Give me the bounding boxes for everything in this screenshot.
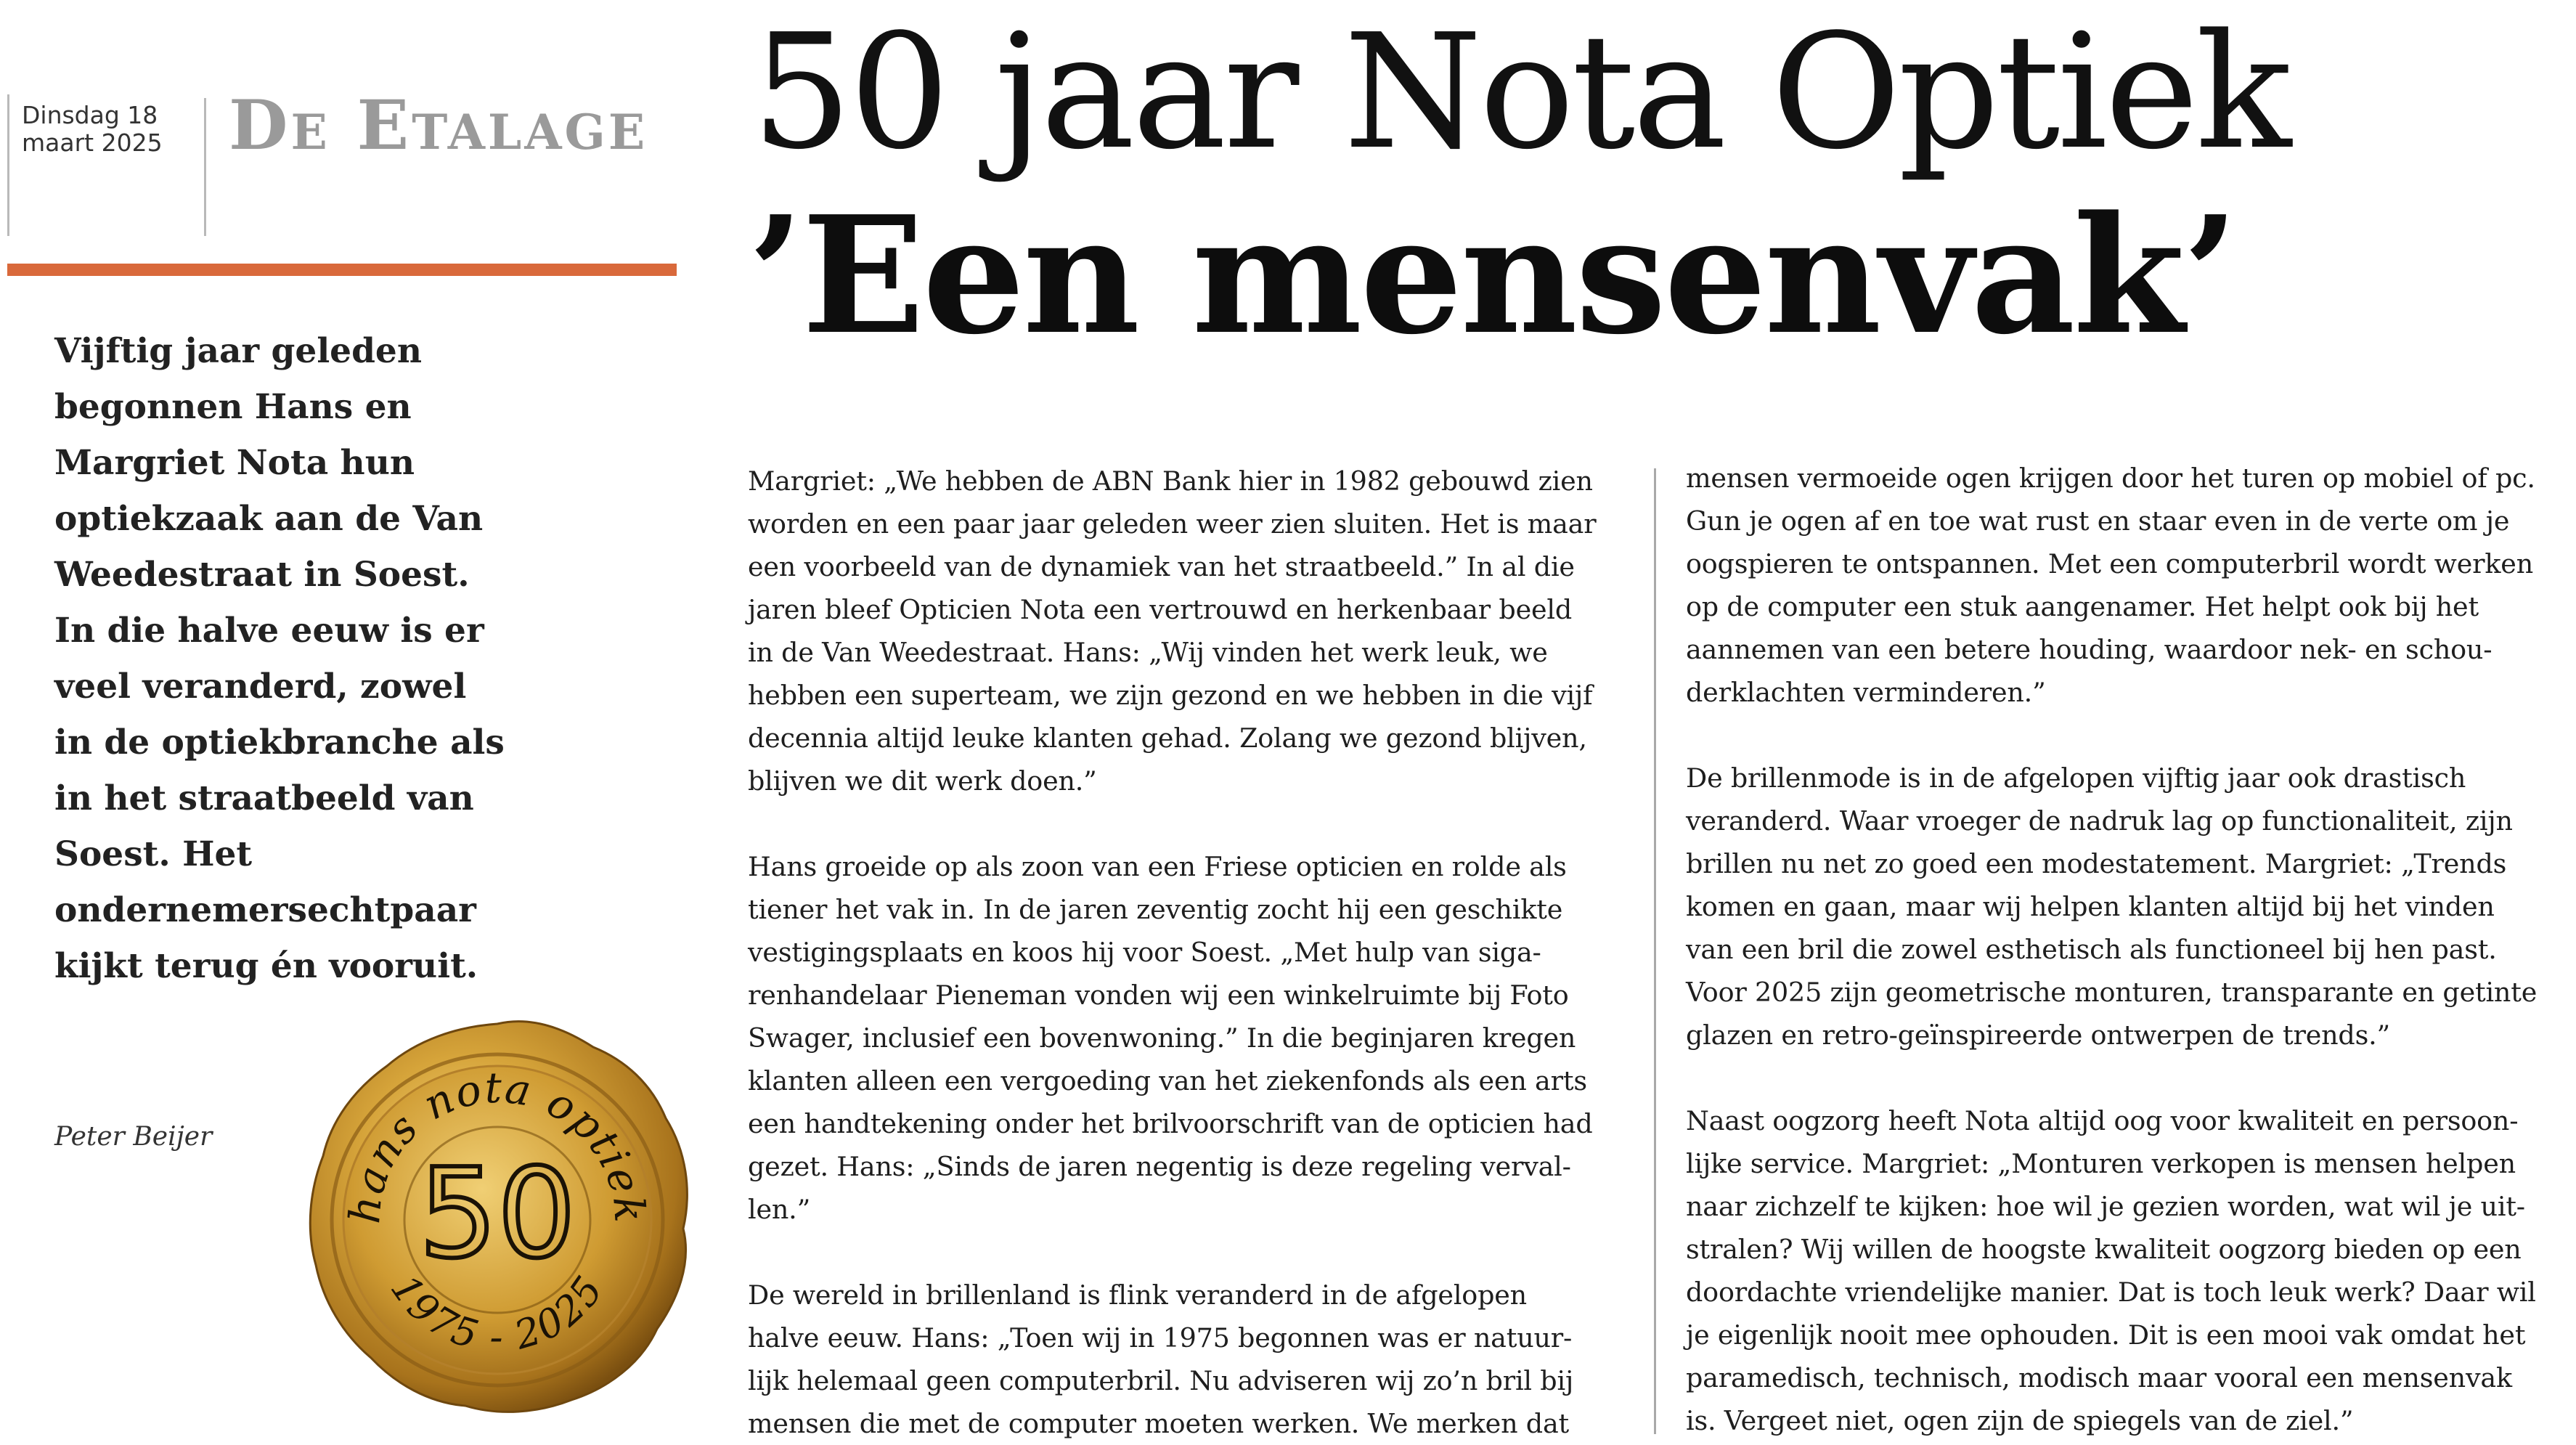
paragraph-gap: [1686, 714, 2568, 757]
intro-line: veel veranderd, zowel: [54, 667, 467, 707]
publication-date: [22, 102, 196, 157]
subheadline: ’Een mensenvak’: [748, 182, 2237, 370]
intro-line: kijkt terug én vooruit.: [54, 946, 478, 986]
intro-paragraph: [54, 323, 519, 994]
body-text-line: Voor 2025 zijn geometrische monturen, transparante en getinte: [1686, 977, 2538, 1008]
accent-bar: [7, 264, 677, 276]
body-text-line: komen en gaan, maar wij helpen klanten altijd bij het vinden: [1686, 891, 2495, 922]
masthead-divider: [204, 98, 206, 236]
body-text-line: oogspieren te ontspannen. Met een computerbril wordt werken: [1686, 548, 2534, 579]
intro-line: Vijftig jaar geleden: [54, 331, 423, 371]
body-text-line: renhandelaar Pieneman vonden wij een winkelruimte bij Foto: [748, 980, 1569, 1011]
body-text-line: brillen nu net zo goed een modestatement. Margriet: „Trends: [1686, 848, 2507, 879]
paragraph-gap: [1686, 1057, 2568, 1099]
body-text-line: blijven we dit werk doen.”: [748, 765, 1097, 797]
intro-line: Weedestraat in Soest.: [54, 555, 470, 595]
body-text-line: glazen en retro-geïnspireerde ontwerpen de trends.”: [1686, 1019, 2390, 1051]
body-text-line: tiener het vak in. In de jaren zeventig zocht hij een geschikte: [748, 894, 1563, 925]
body-text-line: klanten alleen een vergoeding van het ziekenfonds als een arts: [748, 1065, 1587, 1096]
column-divider: [1654, 468, 1656, 1434]
seal-years: 1975 - 2025: [381, 1266, 614, 1360]
body-text-line: veranderd. Waar vroeger de nadruk lag op functionaliteit, zijn: [1686, 805, 2513, 837]
seal-number: 50: [418, 1142, 576, 1286]
body-text-line: paramedisch, technisch, modisch maar vooral een mensenvak: [1686, 1362, 2512, 1393]
body-text-line: lijk helemaal geen computerbril. Nu adviseren wij zo’n bril bij: [748, 1365, 1574, 1396]
intro-line: optiekzaak aan de Van: [54, 499, 484, 539]
body-text-line: van een bril die zowel esthetisch als functioneel bij hen past.: [1686, 934, 2497, 965]
body-text-line: De wereld in brillenland is flink veranderd in de afgelopen: [748, 1279, 1527, 1311]
body-text-line: op de computer een stuk aangenamer. Het helpt ook bij het: [1686, 591, 2479, 622]
section-title: De Etalage: [229, 86, 648, 166]
body-text-line: halve eeuw. Hans: „Toen wij in 1975 begonnen was er natuur-: [748, 1322, 1573, 1354]
paragraph-gap: [748, 1231, 1608, 1274]
body-text-line: derklachten verminderen.”: [1686, 677, 2046, 708]
body-text-line: in de Van Weedestraat. Hans: „Wij vinden het werk leuk, we: [748, 637, 1548, 668]
body-text-line: doordachte vriendelijke manier. Dat is toch leuk werk? Daar wil: [1686, 1277, 2536, 1308]
intro-line: in het straatbeeld van: [54, 778, 474, 818]
body-column-2: [1686, 457, 2568, 1442]
body-text-line: De brillenmode is in de afgelopen vijftig jaar ook drastisch: [1686, 762, 2466, 794]
masthead-rule-left: [7, 94, 9, 236]
body-text-line: Margriet: „We hebben de ABN Bank hier in 1982 gebouwd zien: [748, 465, 1593, 497]
body-text-line: een voorbeeld van de dynamiek van het straatbeeld.” In al die: [748, 551, 1575, 582]
body-text-line: stralen? Wij willen de hoogste kwaliteit oogzorg bieden op een: [1686, 1234, 2522, 1265]
body-text-line: Gun je ogen af en toe wat rust en staar even in de verte om je: [1686, 505, 2510, 537]
byline: Peter Beijer: [54, 1122, 213, 1152]
seal-arc-text: hans nota optiek: [340, 1062, 655, 1226]
date-line-2: maart 2025: [22, 129, 163, 157]
body-column-1: [748, 460, 1608, 1445]
paragraph-gap: [748, 802, 1608, 845]
body-text-line: Naast oogzorg heeft Nota altijd oog voor kwaliteit en persoon-: [1686, 1105, 2519, 1136]
body-text-line: naar zichzelf te kijken: hoe wil je gezien worden, wat wil je uit-: [1686, 1191, 2525, 1222]
body-text-line: gezet. Hans: „Sinds de jaren negentig is deze regeling verval-: [748, 1151, 1571, 1182]
headline: 50 jaar Nota Optiek: [751, 1, 2289, 184]
body-text-line: hebben een superteam, we zijn gezond en we hebben in die vijf: [748, 680, 1593, 711]
body-text-line: Hans groeide op als zoon van een Friese opticien en rolde als: [748, 851, 1567, 882]
body-text-line: je eigenlijk nooit mee ophouden. Dit is een mooi vak omdat het: [1686, 1319, 2526, 1351]
body-text-line: decennia altijd leuke klanten gehad. Zolang we gezond blijven,: [748, 722, 1587, 754]
intro-line: begonnen Hans en: [54, 387, 412, 427]
intro-line: in de optiekbranche als: [54, 722, 505, 762]
body-text-line: Swager, inclusief een bovenwoning.” In die beginjaren kregen: [748, 1022, 1576, 1054]
body-text-line: jaren bleef Opticien Nota een vertrouwd en herkenbaar beeld: [748, 594, 1573, 625]
body-text-line: vestigingsplaats en koos hij voor Soest. „Met hulp van siga-: [748, 937, 1541, 968]
body-text-line: mensen vermoeide ogen krijgen door het turen op mobiel of pc.: [1686, 463, 2535, 494]
date-line-1: Dinsdag 18: [22, 101, 158, 129]
body-text-line: mensen die met de computer moeten werken. We merken dat: [748, 1408, 1569, 1439]
body-text-line: aannemen van een betere houding, waardoor nek- en schou-: [1686, 634, 2493, 665]
body-text-line: lijke service. Margriet: „Monturen verkopen is mensen helpen: [1686, 1148, 2516, 1179]
body-text-line: een handtekening onder het brilvoorschrift van de opticien had: [748, 1108, 1593, 1139]
anniversary-seal: [294, 1002, 701, 1423]
intro-line: ondernemersechtpaar: [54, 890, 476, 930]
intro-line: Margriet Nota hun: [54, 443, 415, 483]
intro-line: Soest. Het: [54, 834, 253, 874]
intro-line: In die halve eeuw is er: [54, 611, 484, 651]
body-text-line: is. Vergeet niet, ogen zijn de spiegels van de ziel.”: [1686, 1405, 2354, 1436]
body-text-line: worden en een paar jaar geleden weer zien sluiten. Het is maar: [748, 508, 1597, 540]
body-text-line: len.”: [748, 1194, 811, 1225]
